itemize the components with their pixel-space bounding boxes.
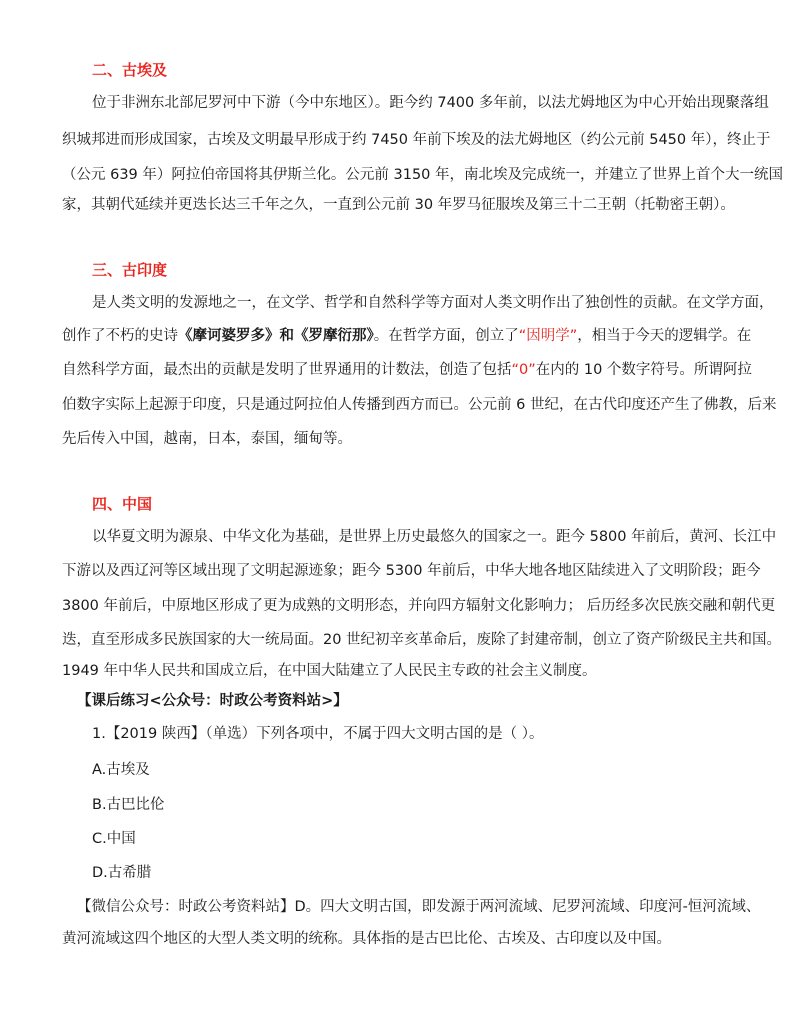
paragraph-line: 位于非洲东北部尼罗河中下游（今中东地区）。距今约 7400 多年前，以法尤姆地区为中心开始出现聚落组 (92, 95, 769, 111)
epic-titles: 《摩诃婆罗多》和《罗摩衍那》 (178, 328, 374, 344)
section-heading-china: 四、中国 (92, 495, 153, 513)
text-run: 自然科学方面，最杰出的贡献是发明了世界通用的计数法，创造了包括 (62, 362, 512, 378)
paragraph-line: 3800 年前后，中原地区形成了更为成熟的文明形态，并向四方辐射文化影响力； 后历经多次民族交融和朝代更 (62, 598, 776, 614)
paragraph-line: （公元 639 年）阿拉伯帝国将其伊斯兰化。公元前 3150 年，南北埃及完成统一，并建立了世界上首个大一统国 (62, 167, 784, 183)
paragraph-line (62, 326, 751, 346)
option-b: B.古巴比伦 (92, 797, 165, 813)
paragraph-line: 迭，直至形成多民族国家的大一统局面。20 世纪初辛亥革命后，废除了封建帝制，创立了资产阶级民主共和国。 (62, 632, 782, 648)
exercise-title: 【课后练习<公众号：时政公考资料站>】 (77, 693, 348, 709)
text-run: 在内的 10 个数字符号。所谓阿拉 (535, 362, 752, 378)
paragraph-line: 是人类文明的发源地之一，在文学、哲学和自然科学等方面对人类文明作出了独创性的贡献。在文学方面， (92, 295, 774, 311)
paragraph-line: 家，其朝代延续并更迭长达三千年之久，一直到公元前 30 年罗马征服埃及第三十二王朝（托勒密王朝）。 (62, 197, 735, 213)
answer-line: 黄河流域这四个地区的大型人类文明的统称。具体指的是古巴比伦、古埃及、古印度以及中国。 (62, 931, 671, 947)
paragraph-line (62, 360, 752, 380)
paragraph-line: 伯数字实际上起源于印度，只是通过阿拉伯人传播到西方而已。公元前 6 世纪，在古代印度还产生了佛教，后来 (62, 397, 777, 413)
section-heading-egypt: 二、古埃及 (92, 61, 168, 79)
paragraph-line: 先后传入中国，越南，日本，泰国，缅甸等。 (62, 431, 352, 447)
paragraph-line: 以华夏文明为源泉、中华文化为基础，是世界上历史最悠久的国家之一。距今 5800 年前后，黄河、长江中 (92, 529, 777, 545)
option-d: D.古希腊 (92, 865, 152, 881)
paragraph-line: 1949 年中华人民共和国成立后，在中国大陆建立了人民民主专政的社会主义制度。 (62, 663, 597, 679)
text-run: 。在哲学方面，创立了 (373, 328, 519, 344)
paragraph-line: 织城邦进而形成国家，古埃及文明最早形成于约 7450 年前下埃及的法尤姆地区（约公元前 5450 年），终止于 (62, 132, 771, 148)
text-run: ，相当于今天的逻辑学。在 (577, 328, 752, 344)
text-run: 创作了不朽的史诗 (62, 328, 178, 344)
option-a: A.古埃及 (92, 762, 150, 778)
section-heading-india: 三、古印度 (92, 261, 168, 279)
highlight-yinmingxue: “因明学” (518, 328, 578, 344)
paragraph-line: 下游以及西辽河等区域出现了文明起源迹象；距今 5300 年前后，中华大地各地区陆续进入了文明阶段；距今 (62, 563, 761, 579)
exercise-question: 1.【2019 陕西】（单选）下列各项中，不属于四大文明古国的是（ ）。 (92, 726, 544, 742)
answer-line: 【微信公众号：时政公考资料站】D。四大文明古国，即发源于两河流域、尼罗河流域、印度河-恒河流域、 (77, 899, 761, 915)
option-c: C.中国 (92, 831, 136, 847)
highlight-zero: “0” (511, 362, 536, 378)
